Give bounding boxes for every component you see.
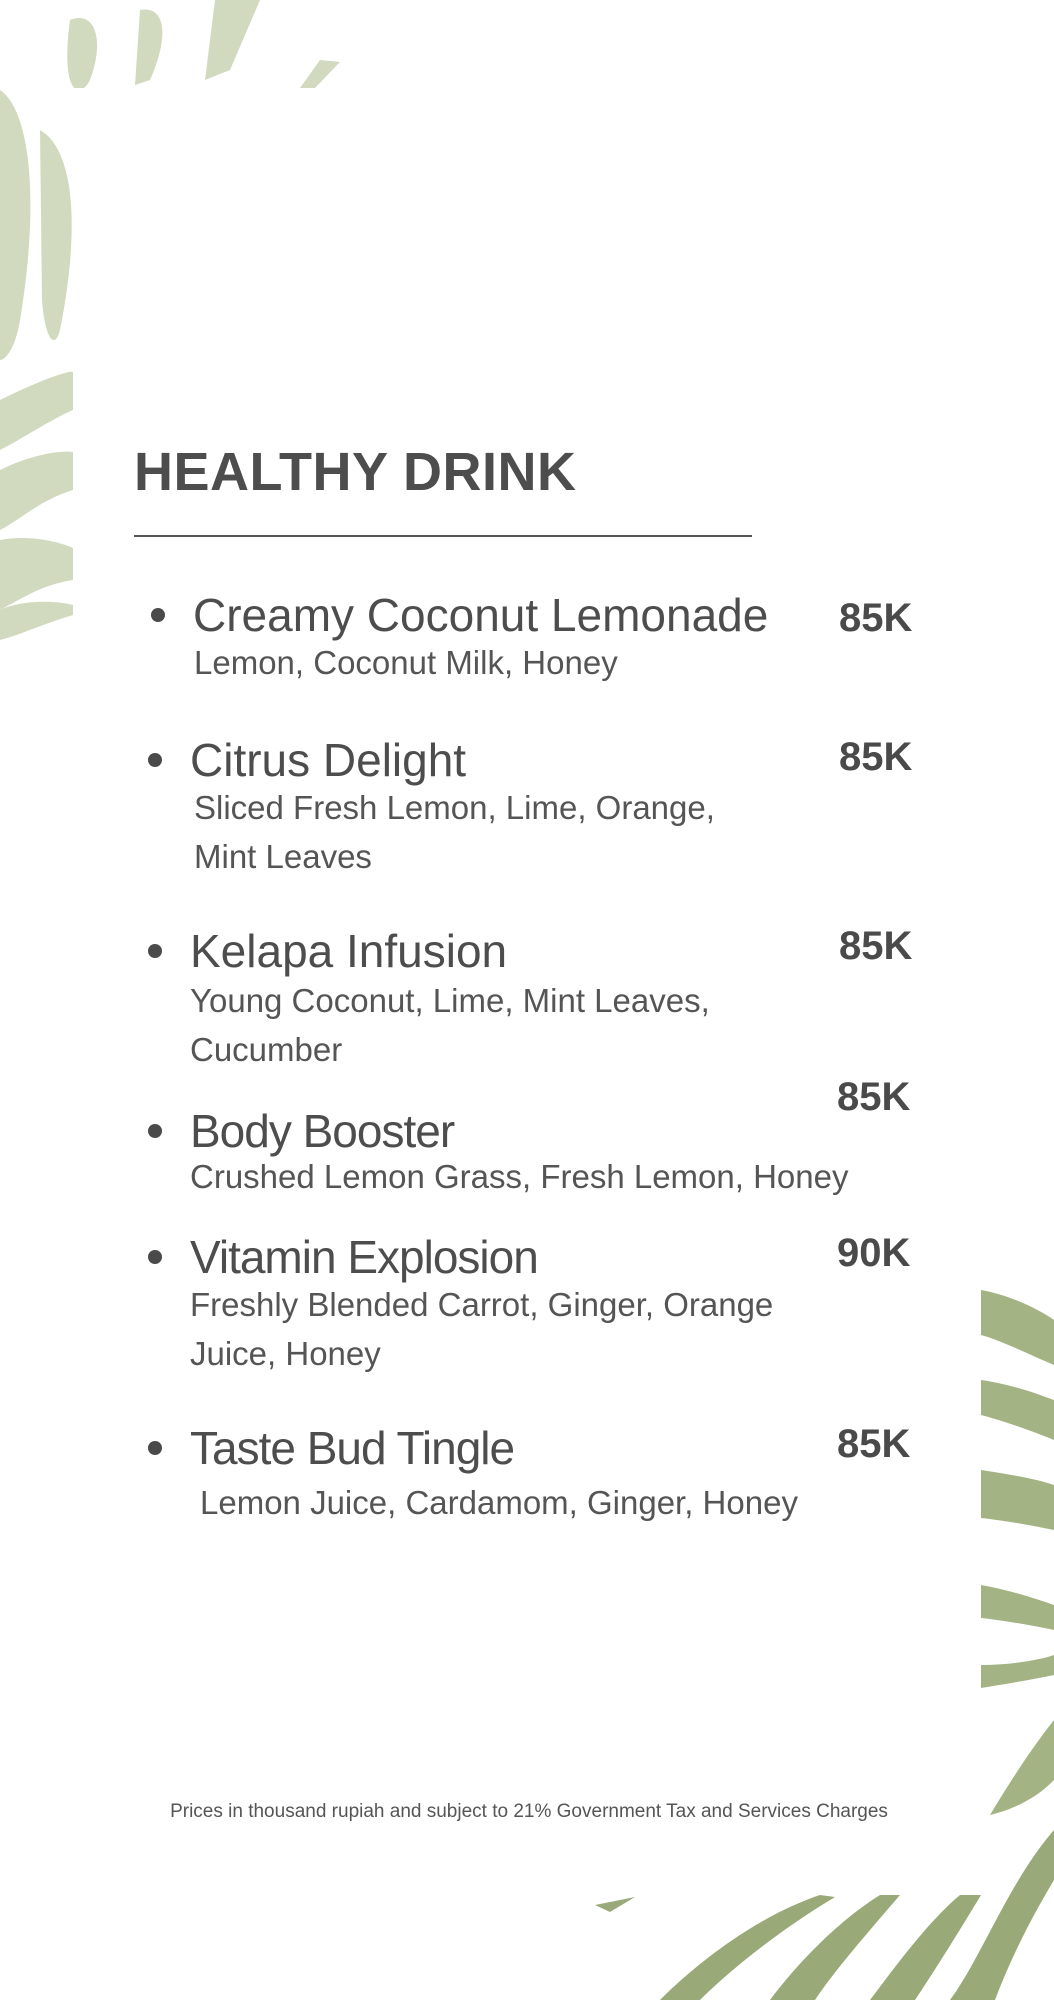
bullet-icon — [148, 753, 162, 767]
item-name: Taste Bud Tingle — [190, 1422, 515, 1474]
right-leaves — [981, 1290, 1054, 1815]
item-description: Young Coconut, Lime, Mint Leaves, Cucumber — [190, 982, 710, 1068]
item-description: Lemon, Coconut Milk, Honey — [194, 644, 618, 681]
item-name: Citrus Delight — [190, 734, 467, 786]
item-price: 85K — [839, 596, 913, 640]
item-price: 85K — [837, 1422, 911, 1466]
menu-title: HEALTHY DRINK — [134, 442, 577, 502]
item-price: 85K — [839, 924, 913, 968]
bullet-icon — [148, 944, 162, 958]
item-description: Sliced Fresh Lemon, Lime, Orange, Mint Leaves — [194, 789, 715, 875]
item-price: 85K — [839, 735, 913, 779]
item-name: Vitamin Explosion — [190, 1231, 538, 1283]
item-price: 90K — [837, 1231, 911, 1275]
title-divider — [134, 535, 752, 537]
item-description: Crushed Lemon Grass, Fresh Lemon, Honey — [190, 1158, 849, 1195]
bullet-icon — [148, 1441, 162, 1455]
item-name: Kelapa Infusion — [190, 925, 508, 977]
price-disclaimer: Prices in thousand rupiah and subject to 21% Government Tax and Services Charges — [170, 1801, 888, 1822]
bullet-icon — [151, 608, 165, 622]
bullet-icon — [148, 1124, 162, 1138]
bullet-icon — [148, 1250, 162, 1264]
item-description: Lemon Juice, Cardamom, Ginger, Honey — [200, 1484, 798, 1521]
item-name: Creamy Coconut Lemonade — [193, 589, 769, 641]
item-name: Body Booster — [190, 1105, 455, 1157]
item-price: 85K — [837, 1075, 911, 1119]
item-description: Freshly Blended Carrot, Ginger, Orange Juice, Honey — [190, 1286, 774, 1372]
